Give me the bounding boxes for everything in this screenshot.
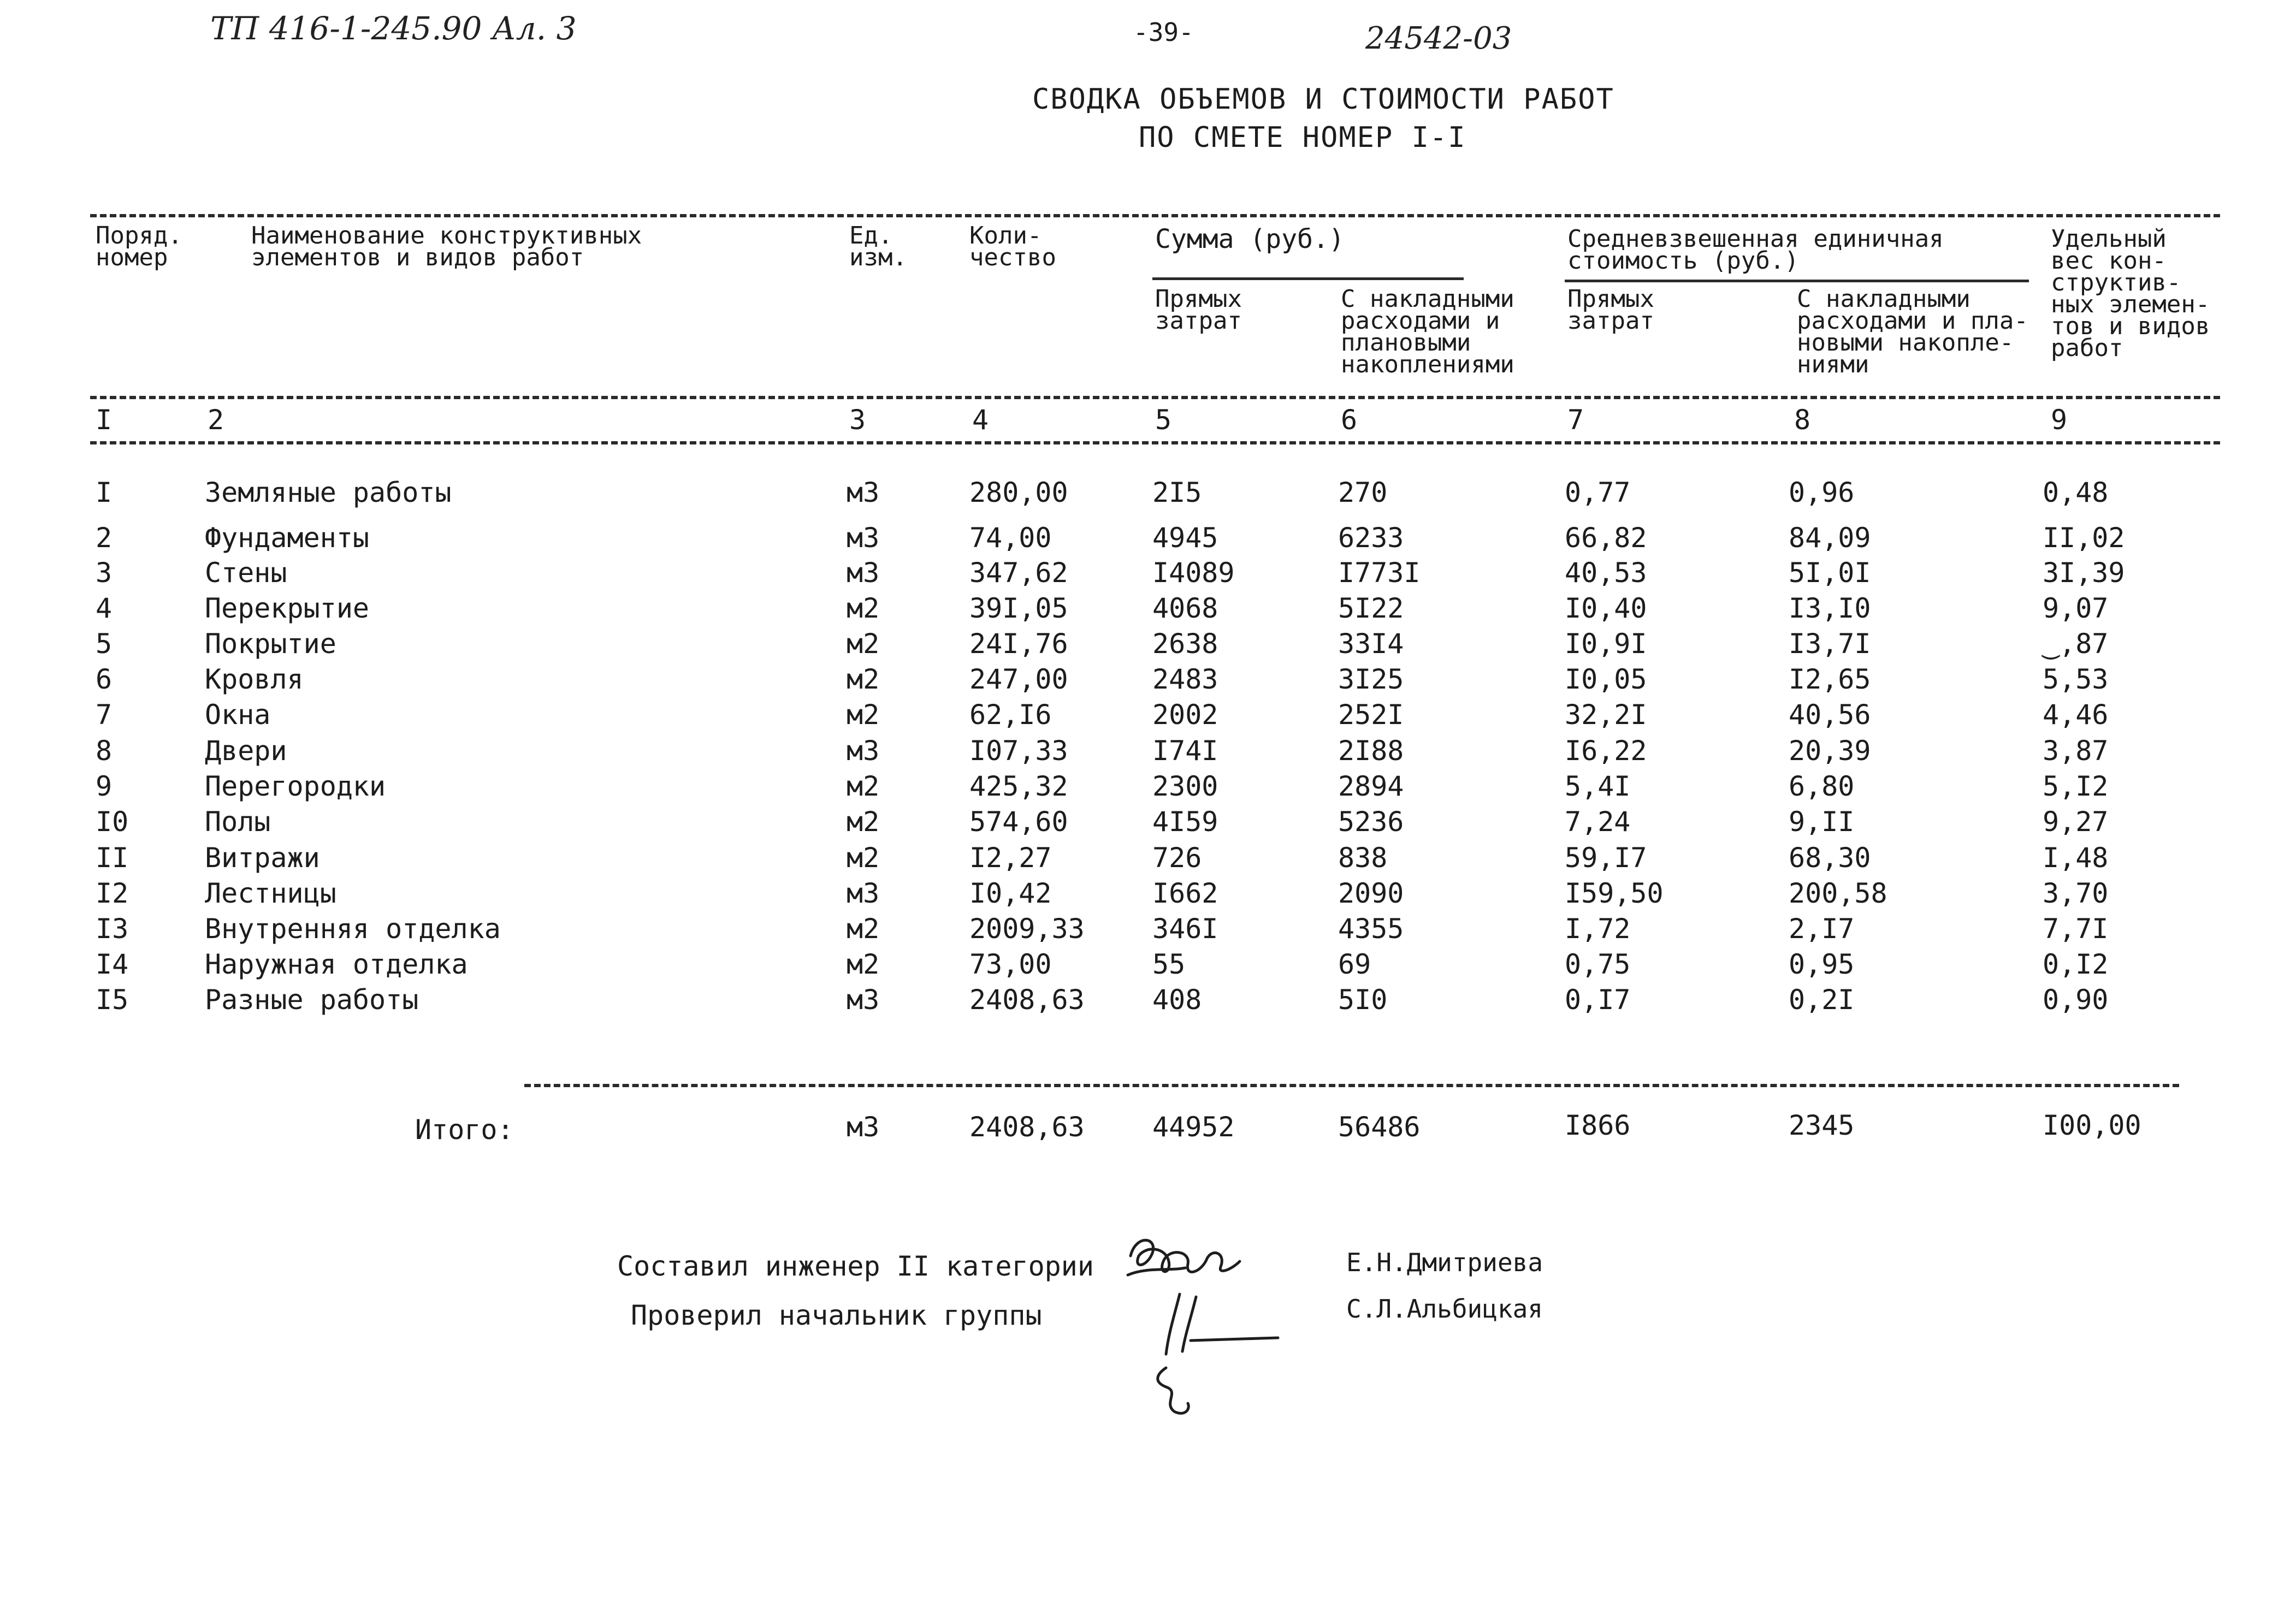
row-avg-direct: 0,75 bbox=[1565, 948, 1631, 980]
header-line: новыми накопле- bbox=[1797, 329, 2014, 357]
row-direct: I4089 bbox=[1152, 557, 1235, 589]
table-row bbox=[0, 557, 2296, 593]
row-unit: м3 bbox=[847, 877, 880, 909]
row-share: 0,48 bbox=[2043, 477, 2109, 508]
row-number: I5 bbox=[96, 984, 129, 1016]
header-col2 bbox=[251, 222, 642, 271]
row-unit: м2 bbox=[847, 842, 880, 874]
row-quantity: 24I,76 bbox=[969, 628, 1068, 660]
row-with-overhead: 69 bbox=[1338, 948, 1371, 980]
row-share: I,48 bbox=[2043, 842, 2109, 874]
header-line: номер bbox=[96, 244, 168, 271]
row-avg-overhead: 2,I7 bbox=[1789, 913, 1855, 945]
row-quantity: 73,00 bbox=[969, 948, 1052, 980]
checked-by-label: Проверил начальник группы bbox=[631, 1300, 1042, 1331]
row-avg-direct: 0,77 bbox=[1565, 477, 1631, 508]
total-with-overhead: 56486 bbox=[1338, 1111, 1421, 1143]
header-line: изм. bbox=[849, 244, 907, 271]
row-share: ‿,87 bbox=[2043, 628, 2109, 660]
total-avg-direct: I866 bbox=[1565, 1110, 1631, 1141]
header-col4 bbox=[969, 222, 1056, 271]
row-direct: 2300 bbox=[1152, 770, 1218, 802]
row-avg-direct: 5,4I bbox=[1565, 770, 1631, 802]
total-direct: 44952 bbox=[1152, 1111, 1235, 1143]
row-unit: м2 bbox=[847, 592, 880, 624]
row-name: Перегородки bbox=[205, 770, 386, 802]
avg-group-rule bbox=[1565, 280, 2029, 282]
table-row bbox=[0, 522, 2296, 558]
row-quantity: I0,42 bbox=[969, 877, 1052, 909]
row-with-overhead: 2090 bbox=[1338, 877, 1404, 909]
total-avg-overhead: 2345 bbox=[1789, 1110, 1855, 1141]
table-row bbox=[0, 477, 2296, 513]
row-quantity: 280,00 bbox=[969, 477, 1068, 508]
table-row bbox=[0, 735, 2296, 771]
header-avg-group bbox=[1567, 225, 1944, 275]
colnum-1: I bbox=[96, 404, 113, 436]
row-share: 3,70 bbox=[2043, 877, 2109, 909]
row-share: 9,07 bbox=[2043, 592, 2109, 624]
row-avg-overhead: I3,I0 bbox=[1789, 592, 1871, 624]
table-row bbox=[0, 877, 2296, 914]
row-share: 4,46 bbox=[2043, 699, 2109, 731]
row-direct: 4068 bbox=[1152, 592, 1218, 624]
row-direct: I662 bbox=[1152, 877, 1218, 909]
header-line: плановыми bbox=[1341, 329, 1471, 357]
colnum-6: 6 bbox=[1341, 404, 1358, 436]
row-quantity: 74,00 bbox=[969, 522, 1052, 554]
row-avg-overhead: 0,95 bbox=[1789, 948, 1855, 980]
row-with-overhead: 5I0 bbox=[1338, 984, 1388, 1016]
row-share: 5,I2 bbox=[2043, 770, 2109, 802]
header-sum-group: Сумма (руб.) bbox=[1155, 224, 1345, 254]
header-bottom-rule bbox=[90, 396, 2220, 399]
row-avg-direct: I0,9I bbox=[1565, 628, 1647, 660]
header-line: Удельный bbox=[2051, 225, 2167, 253]
header-col6 bbox=[1341, 285, 1514, 378]
total-quantity: 2408,63 bbox=[969, 1111, 1085, 1143]
header-line: вес кон- bbox=[2051, 247, 2167, 275]
row-number: I2 bbox=[96, 877, 129, 909]
row-name: Фундаменты bbox=[205, 522, 370, 554]
row-name: Витражи bbox=[205, 842, 320, 874]
row-quantity: 347,62 bbox=[969, 557, 1068, 589]
colnum-4: 4 bbox=[972, 404, 989, 436]
row-direct: 55 bbox=[1152, 948, 1186, 980]
table-top-rule bbox=[90, 214, 2220, 217]
row-avg-direct: I59,50 bbox=[1565, 877, 1664, 909]
row-avg-direct: 59,I7 bbox=[1565, 842, 1647, 874]
table-row bbox=[0, 913, 2296, 949]
row-number: 8 bbox=[96, 735, 113, 767]
row-share: II,02 bbox=[2043, 522, 2125, 554]
row-unit: м3 bbox=[847, 477, 880, 508]
table-row bbox=[0, 806, 2296, 842]
row-avg-direct: I6,22 bbox=[1565, 735, 1647, 767]
header-line: элементов и видов работ bbox=[251, 244, 584, 271]
colnum-2: 2 bbox=[208, 404, 224, 436]
header-line: Коли- bbox=[969, 222, 1042, 250]
row-quantity: 2009,33 bbox=[969, 913, 1085, 945]
row-avg-direct: 32,2I bbox=[1565, 699, 1647, 731]
compiled-by-label: Составил инженер II категории bbox=[617, 1250, 1094, 1282]
row-quantity: 39I,05 bbox=[969, 592, 1068, 624]
row-name: Двери bbox=[205, 735, 287, 767]
row-avg-direct: I0,40 bbox=[1565, 592, 1647, 624]
row-share: 0,I2 bbox=[2043, 948, 2109, 980]
page-title: СВОДКА ОБЪЕМОВ И СТОИМОСТИ РАБОТ bbox=[1032, 83, 1614, 116]
row-share: 0,90 bbox=[2043, 984, 2109, 1016]
row-avg-overhead: I2,65 bbox=[1789, 663, 1871, 695]
row-direct: 408 bbox=[1152, 984, 1202, 1016]
row-avg-overhead: 40,56 bbox=[1789, 699, 1871, 731]
header-col5 bbox=[1155, 285, 1242, 335]
row-share: 5,53 bbox=[2043, 663, 2109, 695]
row-name: Земляные работы bbox=[205, 477, 452, 508]
sum-group-rule bbox=[1152, 277, 1464, 280]
row-direct: 2002 bbox=[1152, 699, 1218, 731]
header-line: Прямых bbox=[1567, 285, 1654, 313]
row-avg-overhead: 5I,0I bbox=[1789, 557, 1871, 589]
row-with-overhead: 3I25 bbox=[1338, 663, 1404, 695]
table-row bbox=[0, 663, 2296, 699]
row-number: 9 bbox=[96, 770, 113, 802]
header-col7 bbox=[1567, 285, 1654, 335]
row-number: 6 bbox=[96, 663, 113, 695]
header-line: чество bbox=[969, 244, 1056, 271]
total-share: I00,00 bbox=[2043, 1110, 2141, 1141]
header-line: расходами и bbox=[1341, 307, 1500, 335]
header-col1 bbox=[96, 222, 182, 271]
header-line: накоплениями bbox=[1341, 351, 1514, 378]
row-direct: 726 bbox=[1152, 842, 1202, 874]
header-line: структив- bbox=[2051, 269, 2181, 296]
handwritten-signature bbox=[1114, 1223, 1300, 1431]
header-line: Ед. bbox=[849, 222, 893, 250]
row-with-overhead: 33I4 bbox=[1338, 628, 1404, 660]
table-row bbox=[0, 628, 2296, 664]
row-unit: м3 bbox=[847, 557, 880, 589]
row-direct: I74I bbox=[1152, 735, 1218, 767]
row-name: Покрытие bbox=[205, 628, 336, 660]
row-avg-direct: I,72 bbox=[1565, 913, 1631, 945]
row-number: 2 bbox=[96, 522, 113, 554]
row-name: Разные работы bbox=[205, 984, 419, 1016]
row-avg-direct: I0,05 bbox=[1565, 663, 1647, 695]
row-with-overhead: 5236 bbox=[1338, 806, 1404, 838]
row-with-overhead: 6233 bbox=[1338, 522, 1404, 554]
colnum-5: 5 bbox=[1155, 404, 1172, 436]
row-quantity: I2,27 bbox=[969, 842, 1052, 874]
table-row bbox=[0, 842, 2296, 878]
checked-by-name: С.Л.Альбицкая bbox=[1346, 1294, 1543, 1324]
row-number: 7 bbox=[96, 699, 113, 731]
row-avg-direct: 66,82 bbox=[1565, 522, 1647, 554]
row-unit: м3 bbox=[847, 522, 880, 554]
colnum-3: 3 bbox=[849, 404, 866, 436]
row-quantity: I07,33 bbox=[969, 735, 1068, 767]
document-code: ТП 416-1-245.90 Ал. 3 bbox=[210, 10, 577, 47]
header-line: С накладными bbox=[1797, 285, 1970, 313]
row-name: Кровля bbox=[205, 663, 304, 695]
row-number: I3 bbox=[96, 913, 129, 945]
row-avg-overhead: 200,58 bbox=[1789, 877, 1887, 909]
row-with-overhead: I773I bbox=[1338, 557, 1421, 589]
row-avg-overhead: 0,96 bbox=[1789, 477, 1855, 508]
header-line: расходами и пла- bbox=[1797, 307, 2028, 335]
row-number: 5 bbox=[96, 628, 113, 660]
row-number: I0 bbox=[96, 806, 129, 838]
header-col9 bbox=[2051, 225, 2210, 362]
table-row bbox=[0, 948, 2296, 985]
row-avg-direct: 0,I7 bbox=[1565, 984, 1631, 1016]
colnum-9: 9 bbox=[2051, 404, 2068, 436]
row-direct: 2483 bbox=[1152, 663, 1218, 695]
row-avg-overhead: 84,09 bbox=[1789, 522, 1871, 554]
row-with-overhead: 5I22 bbox=[1338, 592, 1404, 624]
row-with-overhead: 4355 bbox=[1338, 913, 1404, 945]
row-name: Лестницы bbox=[205, 877, 336, 909]
row-quantity: 247,00 bbox=[969, 663, 1068, 695]
total-label: Итого: bbox=[415, 1114, 514, 1146]
row-with-overhead: 270 bbox=[1338, 477, 1388, 508]
row-share: 3I,39 bbox=[2043, 557, 2125, 589]
header-line: Прямых bbox=[1155, 285, 1242, 313]
row-number: I4 bbox=[96, 948, 129, 980]
row-name: Перекрытие bbox=[205, 592, 370, 624]
row-direct: 2638 bbox=[1152, 628, 1218, 660]
row-unit: м2 bbox=[847, 663, 880, 695]
row-unit: м2 bbox=[847, 699, 880, 731]
row-quantity: 574,60 bbox=[969, 806, 1068, 838]
colnum-8: 8 bbox=[1794, 404, 1811, 436]
row-avg-direct: 40,53 bbox=[1565, 557, 1647, 589]
row-number: II bbox=[96, 842, 129, 874]
row-unit: м2 bbox=[847, 770, 880, 802]
row-unit: м2 bbox=[847, 913, 880, 945]
row-unit: м2 bbox=[847, 806, 880, 838]
row-with-overhead: 252I bbox=[1338, 699, 1404, 731]
row-share: 7,7I bbox=[2043, 913, 2109, 945]
header-line: Средневзвешенная единичная bbox=[1567, 225, 1944, 253]
row-number: 3 bbox=[96, 557, 113, 589]
page-number: -39- bbox=[1133, 17, 1194, 47]
row-avg-overhead: 9,II bbox=[1789, 806, 1855, 838]
row-name: Внутренняя отделка bbox=[205, 913, 501, 945]
header-line: работ bbox=[2051, 334, 2123, 362]
header-line: затрат bbox=[1155, 307, 1242, 335]
row-quantity: 2408,63 bbox=[969, 984, 1085, 1016]
row-direct: 4945 bbox=[1152, 522, 1218, 554]
header-line: стоимость (руб.) bbox=[1567, 247, 1799, 275]
table-row bbox=[0, 592, 2296, 628]
row-unit: м3 bbox=[847, 984, 880, 1016]
row-name: Окна bbox=[205, 699, 271, 731]
row-name: Полы bbox=[205, 806, 271, 838]
header-line: Наименование конструктивных bbox=[251, 222, 642, 250]
row-direct: 4I59 bbox=[1152, 806, 1218, 838]
document-number: 24542-03 bbox=[1365, 21, 1512, 56]
row-avg-overhead: 0,2I bbox=[1789, 984, 1855, 1016]
row-name: Стены bbox=[205, 557, 287, 589]
header-line: затрат bbox=[1567, 307, 1654, 335]
row-avg-direct: 7,24 bbox=[1565, 806, 1631, 838]
header-col3 bbox=[849, 222, 907, 271]
row-with-overhead: 2I88 bbox=[1338, 735, 1404, 767]
row-avg-overhead: 20,39 bbox=[1789, 735, 1871, 767]
row-quantity: 425,32 bbox=[969, 770, 1068, 802]
header-col8 bbox=[1797, 285, 2028, 378]
header-line: тов и видов bbox=[2051, 312, 2210, 340]
header-line: ных элемен- bbox=[2051, 290, 2210, 318]
row-quantity: 62,I6 bbox=[969, 699, 1052, 731]
header-line: Поряд. bbox=[96, 222, 182, 250]
page-subtitle: ПО СМЕТЕ НОМЕР I-I bbox=[1139, 121, 1466, 154]
compiled-by-name: Е.Н.Дмитриева bbox=[1346, 1248, 1543, 1277]
row-with-overhead: 838 bbox=[1338, 842, 1388, 874]
table-row bbox=[0, 770, 2296, 806]
header-line: С накладными bbox=[1341, 285, 1514, 313]
row-avg-overhead: 68,30 bbox=[1789, 842, 1871, 874]
total-unit: м3 bbox=[847, 1111, 880, 1143]
table-row bbox=[0, 699, 2296, 735]
row-avg-overhead: 6,80 bbox=[1789, 770, 1855, 802]
row-unit: м3 bbox=[847, 735, 880, 767]
colnum-7: 7 bbox=[1567, 404, 1584, 436]
row-number: 4 bbox=[96, 592, 113, 624]
row-avg-overhead: I3,7I bbox=[1789, 628, 1871, 660]
header-line: ниями bbox=[1797, 351, 1869, 378]
row-name: Наружная отделка bbox=[205, 948, 468, 980]
row-share: 9,27 bbox=[2043, 806, 2109, 838]
row-number: I bbox=[96, 477, 113, 508]
table-row bbox=[0, 984, 2296, 1020]
colnum-bottom-rule bbox=[90, 441, 2220, 444]
row-unit: м2 bbox=[847, 948, 880, 980]
row-with-overhead: 2894 bbox=[1338, 770, 1404, 802]
row-direct: 346I bbox=[1152, 913, 1218, 945]
total-rule bbox=[524, 1084, 2179, 1087]
row-unit: м2 bbox=[847, 628, 880, 660]
row-share: 3,87 bbox=[2043, 735, 2109, 767]
row-direct: 2I5 bbox=[1152, 477, 1202, 508]
